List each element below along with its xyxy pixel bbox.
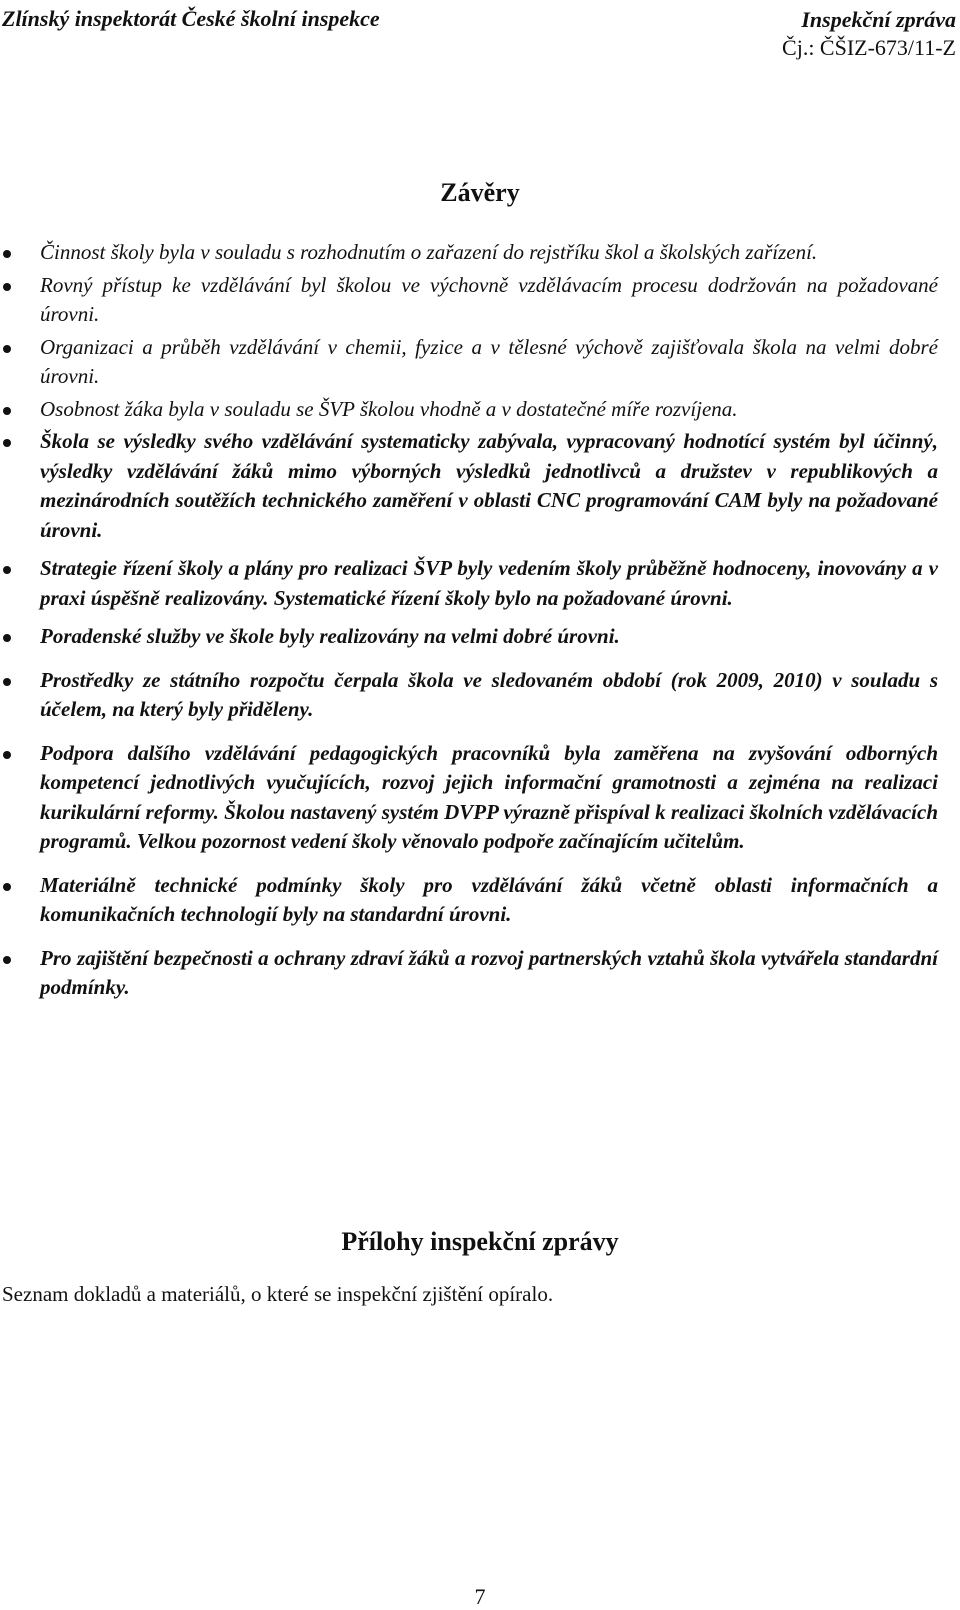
list-item xyxy=(0,666,960,725)
bullet-icon xyxy=(3,407,11,415)
list-item-text: Materiálně technické podmínky školy pro vzdělávání žáků včetně oblasti informačních a komunikačních technologií byly na standardní úrovni. xyxy=(40,872,938,926)
list-item-text: Osobnost žáka byla v souladu se ŠVP školou vhodně a v dostatečné míře rozvíjena. xyxy=(40,396,738,421)
attachments-heading: Přílohy inspekční zprávy xyxy=(341,1227,619,1256)
list-item-text: Pro zajištění bezpečnosti a ochrany zdraví žáků a rozvoj partnerských vztahů škola vytvářela standardní podmínky. xyxy=(40,945,938,999)
bullet-icon xyxy=(3,634,11,642)
list-item xyxy=(0,395,960,425)
bullet-icon xyxy=(3,439,11,447)
list-item-text: Prostředky ze státního rozpočtu čerpala škola ve sledovaném období (rok 2009, 2010) v souladu s účelem, na který byly přiděleny. xyxy=(40,667,938,721)
list-item-text: Rovný přístup ke vzdělávání byl školou ve výchovně vzdělávacím procesu dodržován na požadované úrovni. xyxy=(40,272,938,326)
bullet-icon xyxy=(3,678,11,686)
list-item-text: Poradenské služby ve škole byly realizovány na velmi dobré úrovni. xyxy=(40,624,620,648)
list-item-text: Podpora dalšího vzdělávání pedagogických pracovníků byla zaměřena na zvyšování odborných kompetencí jednotlivých vyučujících, rozvoj jejich informační gramotnosti a zejména na realizaci kurikulární reformy. Školou nastavený systém DVPP výrazně přispíval k realizaci školních vzdělávacích programů. Velkou pozornost vedení školy věnovalo podpoře začínajícím učitelům. xyxy=(40,740,938,853)
list-item xyxy=(0,554,960,613)
list-item xyxy=(0,238,960,268)
inspectorate-name: Zlínský inspektorát České školní inspekce xyxy=(2,6,380,31)
list-item xyxy=(0,622,960,652)
bullet-icon xyxy=(3,345,11,353)
bullet-icon xyxy=(3,883,11,891)
list-item xyxy=(0,427,960,545)
report-info xyxy=(782,6,956,62)
list-item-text: Organizaci a průběh vzdělávání v chemii, fyzice a v tělesné výchově zajišťovala škola na velmi dobré úrovni. xyxy=(40,334,938,388)
reference-number: Čj.: ČŠIZ-673/11-Z xyxy=(782,35,956,60)
bullet-icon xyxy=(3,283,11,291)
bullet-icon xyxy=(3,956,11,964)
report-title: Inspekční zpráva xyxy=(801,7,956,32)
attachments-text: Seznam dokladů a materiálů, o které se inspekční zjištění opíralo. xyxy=(2,1282,554,1306)
list-item-text: Strategie řízení školy a plány pro realizaci ŠVP byly vedením školy průběžně hodnoceny, inovovány a v praxi úspěšně realizovány. Systematické řízení školy bylo na požadované úrovni. xyxy=(40,556,938,610)
bullet-icon xyxy=(3,751,11,759)
list-item xyxy=(0,271,960,330)
conclusions-list xyxy=(0,238,960,1003)
list-item xyxy=(0,871,960,930)
page-number: 7 xyxy=(474,1584,486,1609)
list-item-text: Škola se výsledky svého vzdělávání systematicky zabývala, vypracovaný hodnotící systém byl účinný, výsledky vzdělávání žáků mimo výborných výsledků jednotlivců a družstev v republikových a mezinárodních soutěžích technického zaměření v oblasti CNC programování CAM byly na požadované úrovni. xyxy=(40,429,938,542)
list-item xyxy=(0,739,960,857)
bullet-icon xyxy=(3,566,11,574)
list-item xyxy=(0,944,960,1003)
list-item xyxy=(0,333,960,392)
list-item-text: Činnost školy byla v souladu s rozhodnutím o zařazení do rejstříku škol a školských zařízení. xyxy=(40,240,818,264)
conclusions-heading: Závěry xyxy=(440,178,520,207)
bullet-icon xyxy=(3,250,11,258)
